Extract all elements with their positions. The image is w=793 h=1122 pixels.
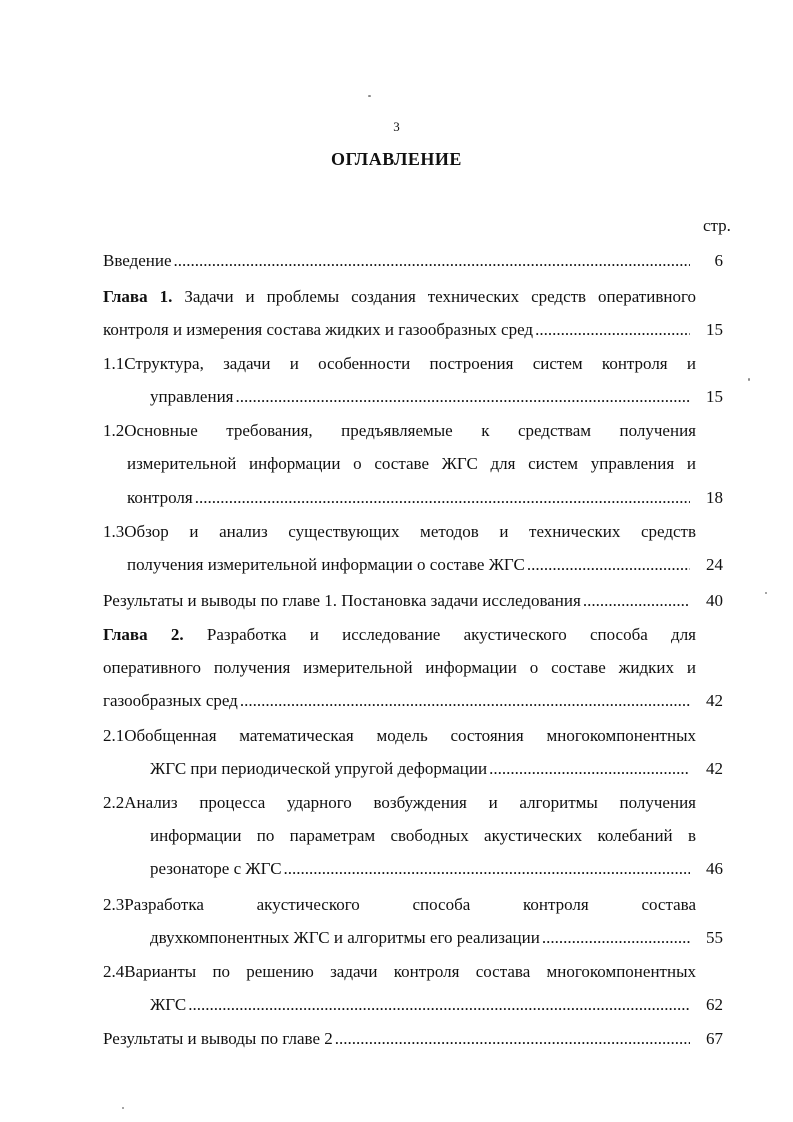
toc-text: двухкомпонентных ЖГС и алгоритмы его реализации xyxy=(150,928,540,947)
toc-page-2-2: 46 xyxy=(706,859,723,878)
toc-page-results-2: 67 xyxy=(706,1029,723,1048)
toc-entry-intro[interactable] xyxy=(103,249,696,273)
toc-page-1-1: 15 xyxy=(706,387,723,406)
toc-text: резонаторе с ЖГС xyxy=(150,859,282,878)
toc-text: Варианты по решению задачи контроля состава многокомпонентных xyxy=(124,962,696,981)
toc-text: Введение xyxy=(103,251,172,270)
toc-text: получения измерительной информации о составе ЖГС xyxy=(127,555,525,574)
section-number: 2.4 xyxy=(103,962,125,981)
toc-page-2-4: 62 xyxy=(706,995,723,1014)
chapter-label: Глава 2. xyxy=(103,625,184,644)
toc-page-2-3: 55 xyxy=(706,928,723,947)
toc-page-intro: 6 xyxy=(714,251,723,270)
toc-text: Основные требования, предъявляемые к средствам получения xyxy=(124,421,696,440)
toc-text: газообразных сред xyxy=(103,691,238,710)
toc-text: Результаты и выводы по главе 2 xyxy=(103,1029,333,1048)
toc-entry-results-1[interactable] xyxy=(103,589,696,613)
toc-page-results-1: 40 xyxy=(706,591,723,610)
toc-text: Анализ процесса ударного возбуждения и алгоритмы получения xyxy=(124,793,696,812)
section-number: 1.3 xyxy=(103,522,125,541)
toc-text: Структура, задачи и особенности построения систем контроля и xyxy=(124,354,696,373)
toc-text: Результаты и выводы по главе 1. Постановка задачи исследования xyxy=(103,591,581,610)
page-number: 3 xyxy=(393,119,400,134)
toc-text: измерительной информации о составе ЖГС для систем управления и xyxy=(127,454,696,473)
scan-speck xyxy=(122,1107,124,1109)
toc-text: Обзор и анализ существующих методов и технических средств xyxy=(124,522,696,541)
toc-text: Разработка акустического способа контроля состава xyxy=(124,895,696,914)
toc-text: информации по параметрам свободных акустических колебаний в xyxy=(150,826,696,845)
toc-text: ЖГС при периодической упругой деформации xyxy=(150,759,488,778)
section-number: 1.2 xyxy=(103,421,125,440)
scan-speck xyxy=(748,378,750,381)
section-number: 2.3 xyxy=(103,895,125,914)
toc-page-1-3: 24 xyxy=(706,555,723,574)
toc-entry-results-2[interactable] xyxy=(103,1027,696,1051)
page-title: ОГЛАВЛЕНИЕ xyxy=(331,149,462,169)
scan-speck xyxy=(368,95,371,97)
chapter-label: Глава 1. xyxy=(103,287,173,306)
toc-page-chapter-1: 15 xyxy=(706,320,723,339)
toc-text: оперативного получения измерительной информации о составе жидких и xyxy=(103,658,696,677)
toc-text: управления xyxy=(150,387,234,406)
toc-text: Разработка и исследование акустического способа для xyxy=(206,625,696,644)
section-number: 2.2 xyxy=(103,793,125,812)
toc-page-2-1: 42 xyxy=(706,759,723,778)
toc-text: контроля xyxy=(127,488,193,507)
toc-page-1-2: 18 xyxy=(706,488,723,507)
toc-page-chapter-2: 42 xyxy=(706,691,723,710)
toc-text: контроля и измерения состава жидких и газообразных сред xyxy=(103,320,534,339)
scan-speck xyxy=(765,592,767,594)
page-column-label: стр. xyxy=(703,216,731,235)
toc-text: Обобщенная математическая модель состояния многокомпонентных xyxy=(124,726,696,745)
toc-text: Задачи и проблемы создания технических средств оперативного xyxy=(184,287,697,306)
section-number: 1.1 xyxy=(103,354,125,373)
section-number: 2.1 xyxy=(103,726,125,745)
toc-text: ЖГС xyxy=(150,995,187,1014)
